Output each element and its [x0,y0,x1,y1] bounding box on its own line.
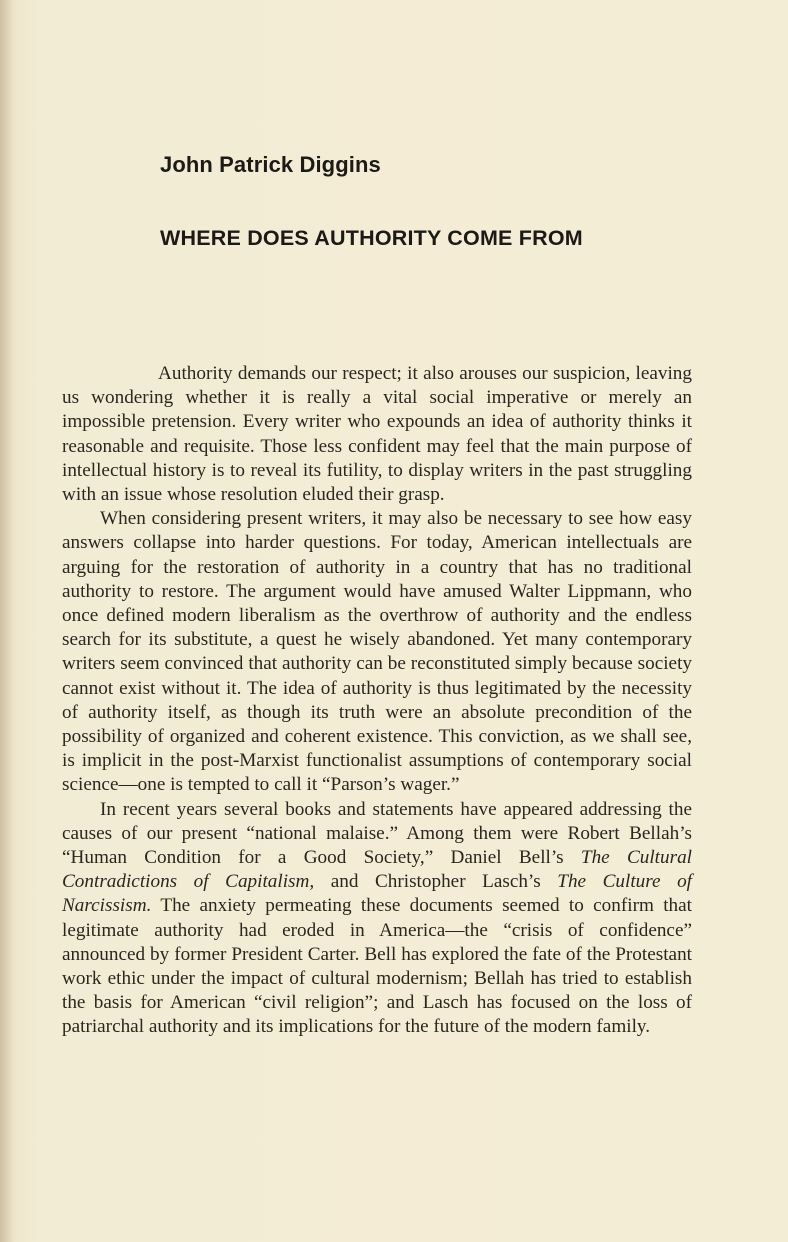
paragraph-2: When considering present writers, it may also be necessary to see how easy answers collapse into harder questions. For today, American intellectuals are arguing for the restoration of authority in a country that has no traditional authority to restore. The argument would have amused Walter Lippmann, who once defined modern liberalism as the overthrow of authority and the endless search for its substitute, a quest he wisely abandoned. Yet many contemporary writers seem convinced that authority can be reconstituted simply because society cannot exist without it. The idea of authority is thus legitimated by the necessity of authority itself, as though its truth were an absolute precondition of the possibility of organized and coherent existence. This conviction, as we shall see, is implicit in the post-Marxist functionalist assumptions of contemporary social science—one is tempted to call it “Parson’s wager.” [62,508,692,796]
author-name: John Patrick Diggins [160,152,381,177]
book-title-culture-of-narcissism: The Culture of Narcissism. [62,871,692,917]
paragraph-3-text-b: and Christopher Lasch’s [314,871,558,893]
book-title-cultural-contradictions: The Cultural Contradictions of Capitalism, [62,847,693,893]
essay-body [62,362,692,1040]
essay-title: WHERE DOES AUTHORITY COME FROM [160,226,583,250]
paragraph-1: Authority demands our respect; it also arouses our suspicion, leaving us wondering whether it is really a vital social imperative or merely an impossible pretension. Every writer who expounds an idea of authority thinks it reasonable and requisite. Those less confident may feel that the main purpose of intellectual history is to reveal its futility, to display writers in the past struggling with an issue whose resolution eluded their grasp. [62,363,692,506]
paragraph-3-text-c: The anxiety permeating these documents seemed to confirm that legitimate authority had eroded in America—the “crisis of confidence” announced by former President Carter. Bell has explored the fate of the Protestant work ethic under the impact of cultural modernism; Bellah has tried to establish the basis for American “civil religion”; and Lasch has focused on the loss of patriarchal authority and its implications for the future of the modern family. [62,895,692,1038]
binding-shadow [0,0,14,1242]
paragraph-3 [62,798,692,1040]
paragraph-3-text-a: In recent years several books and statements have appeared addressing the causes of our present “national malaise.” Among them were Robert Bellah’s “Human Condition for a Good Society,” Daniel Bell’s [62,798,692,869]
